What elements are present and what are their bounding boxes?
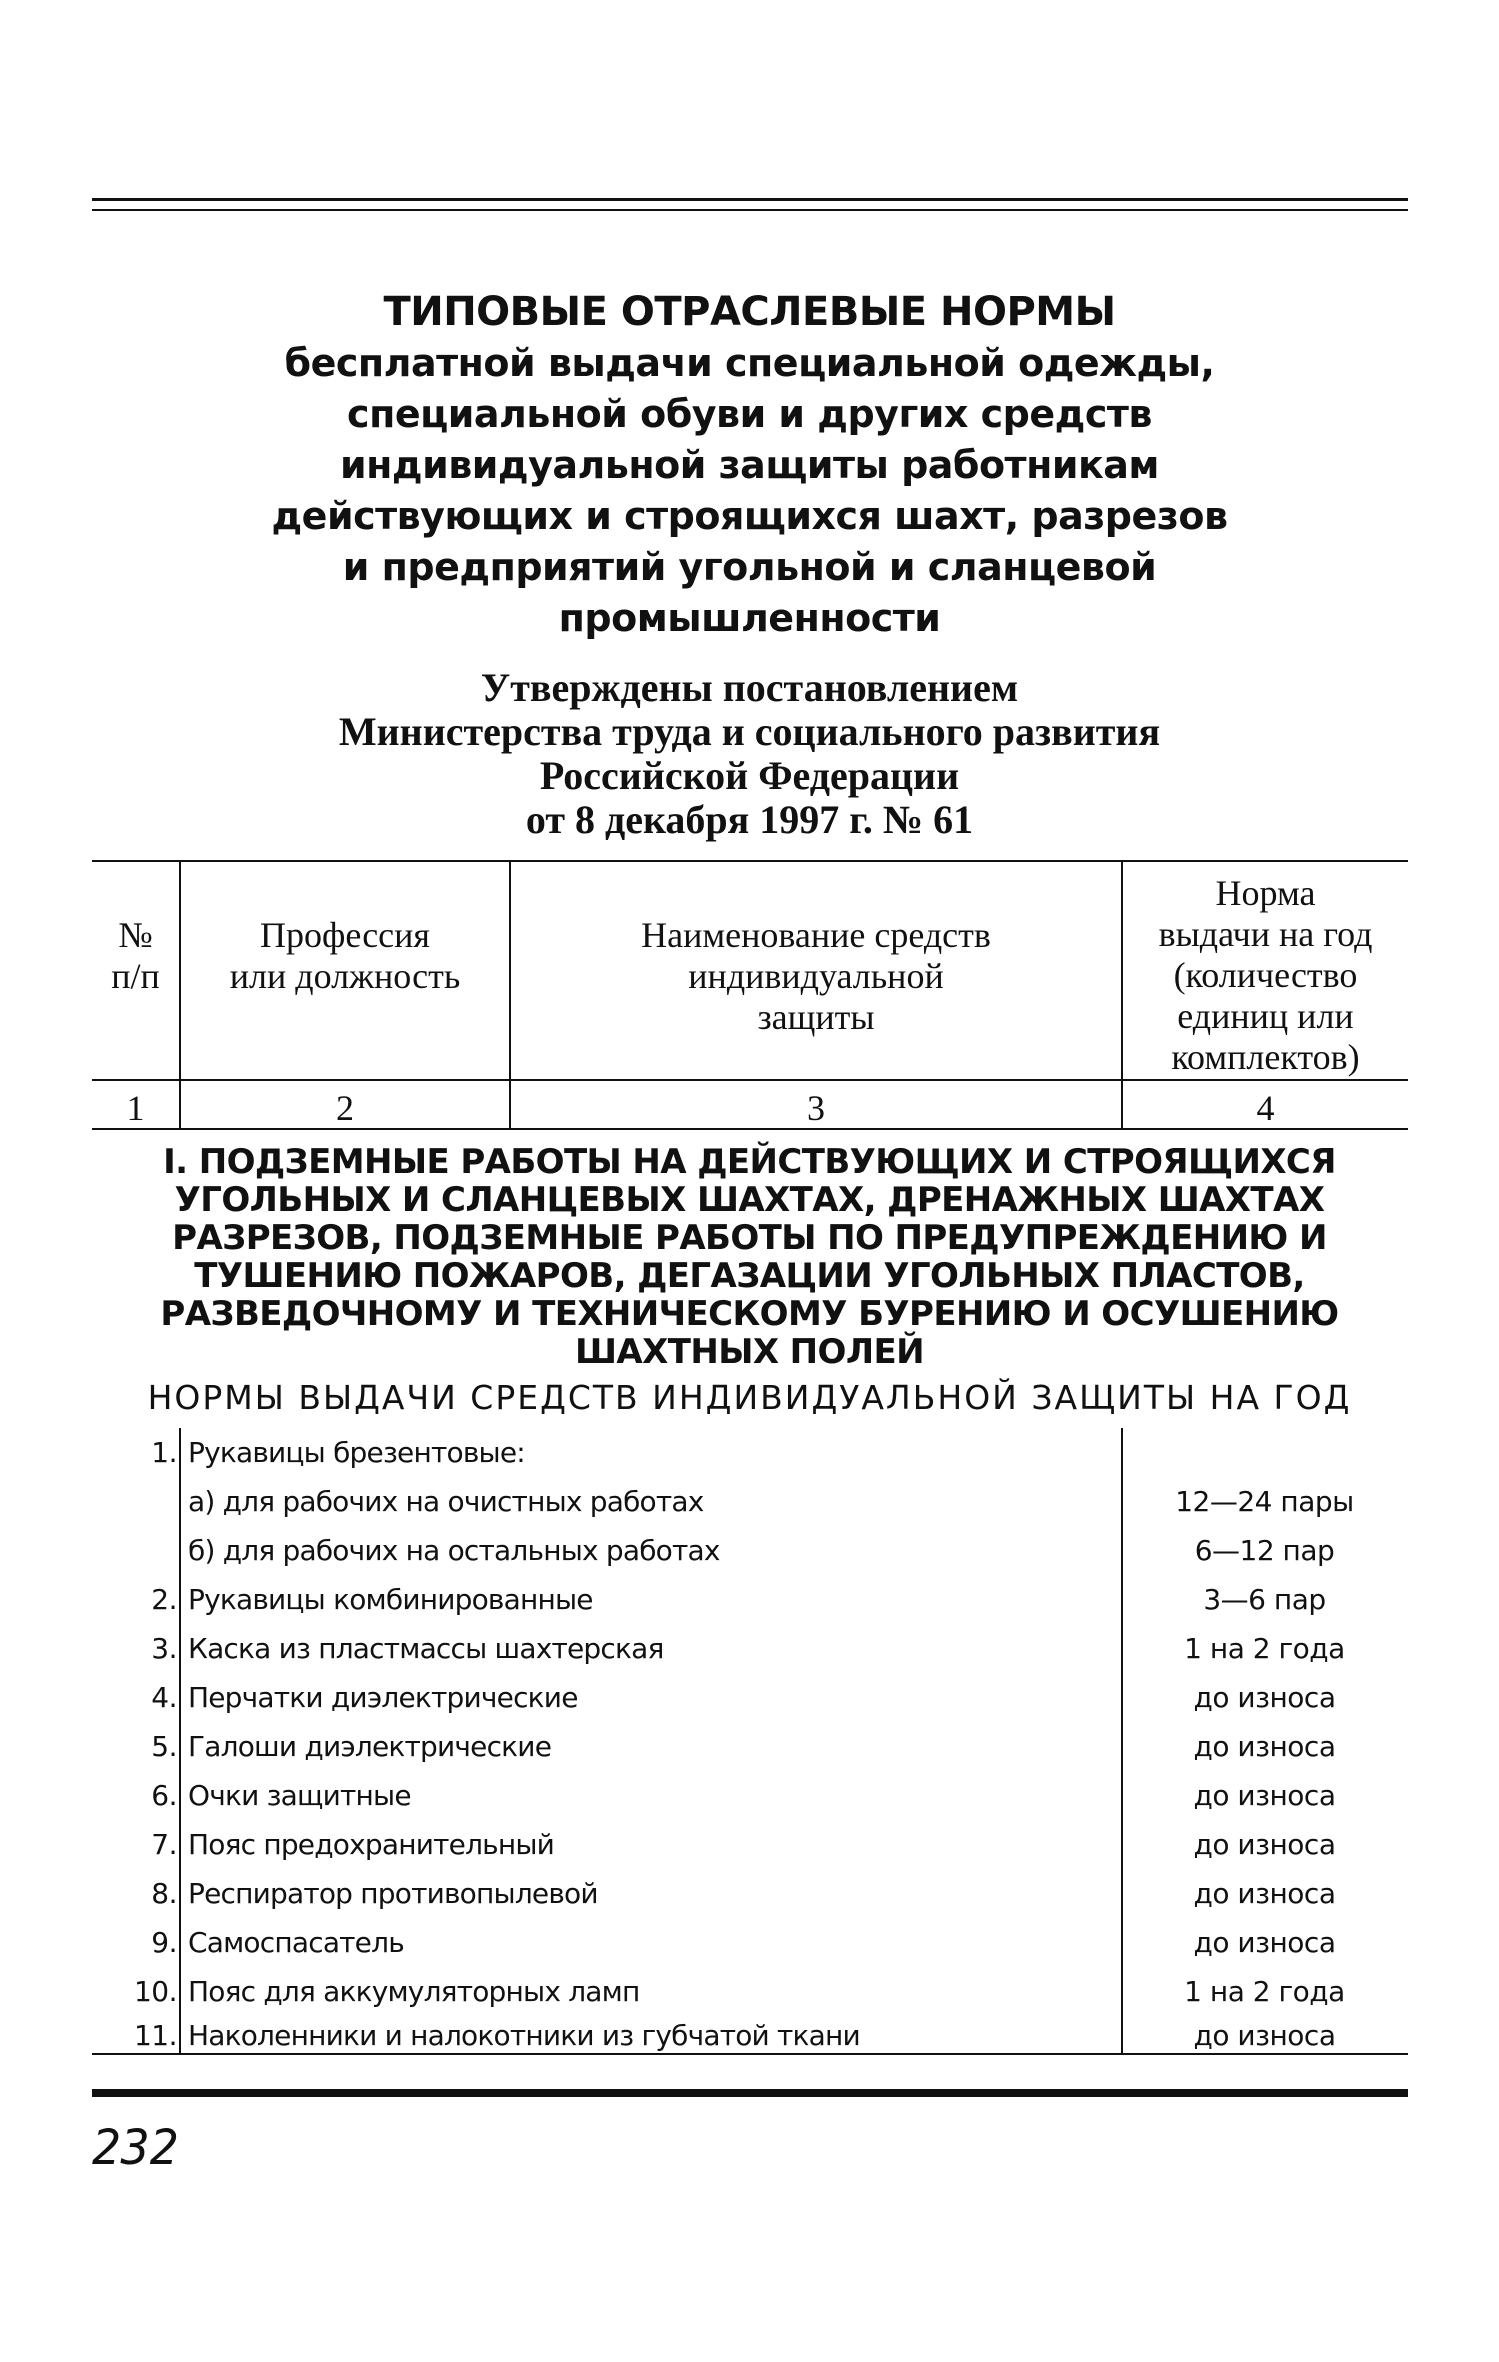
row-value: 6—12 пар <box>1194 1534 1335 1567</box>
row-number: 9. <box>151 1926 177 1959</box>
row-value: 3—6 пар <box>1203 1583 1326 1616</box>
header-col-protection <box>511 915 1121 1038</box>
title-line: действующих и строящихся шахт, разрезов <box>271 494 1228 538</box>
title-line: и предприятий угольной и сланцевой <box>342 545 1157 589</box>
title-line: промышленности <box>558 596 941 640</box>
row-number: 1. <box>151 1436 177 1469</box>
column-number: 3 <box>807 1088 825 1128</box>
section-line: УГОЛЬНЫХ И СЛАНЦЕВЫХ ШАХТАХ, ДРЕНАЖНЫХ ШАХТАХ <box>174 1180 1325 1220</box>
page-number: 232 <box>92 2120 179 2176</box>
title-line: ТИПОВЫЕ ОТРАСЛЕВЫЕ НОРМЫ <box>383 289 1116 335</box>
row-text: Каска из пластмассы шахтерская <box>188 1632 664 1665</box>
section-line: I. ПОДЗЕМНЫЕ РАБОТЫ НА ДЕЙСТВУЮЩИХ И СТРОЯЩИХСЯ <box>163 1142 1336 1182</box>
row-number: 6. <box>151 1779 177 1812</box>
header-text: Профессия <box>260 915 430 955</box>
row-text: Галоши диэлектрические <box>188 1730 552 1763</box>
approval-line: Утверждены постановлением <box>480 665 1019 710</box>
title-line: индивидуальной защиты работникам <box>340 443 1159 487</box>
header-col-profession <box>181 915 509 997</box>
row-number: 3. <box>151 1632 177 1665</box>
row-value: до износа <box>1193 1730 1336 1763</box>
approval-line: Российской Федерации <box>539 753 960 798</box>
header-text: № <box>118 915 153 955</box>
row-number: 5. <box>151 1730 177 1763</box>
row-text: б) для рабочих на остальных работах <box>188 1534 720 1567</box>
section-line: ТУШЕНИЮ ПОЖАРОВ, ДЕГАЗАЦИИ УГОЛЬНЫХ ПЛАСТОВ, <box>194 1256 1305 1296</box>
row-number: 2. <box>151 1583 177 1616</box>
header-text: Наименование средств <box>641 915 991 955</box>
top-rule-1 <box>92 198 1408 201</box>
top-rule-2 <box>92 209 1408 211</box>
row-value: до износа <box>1193 2019 1336 2052</box>
footer-rule <box>92 2089 1408 2097</box>
row-text: Самоспасатель <box>188 1926 404 1959</box>
header-text: Норма <box>1215 873 1316 913</box>
row-value: до износа <box>1193 1681 1336 1714</box>
header-top-rule <box>92 860 1408 862</box>
section-subtitle: НОРМЫ ВЫДАЧИ СРЕДСТВ ИНДИВИДУАЛЬНОЙ ЗАЩИТЫ НА ГОД <box>147 1378 1352 1417</box>
section-line: ШАХТНЫХ ПОЛЕЙ <box>575 1332 924 1372</box>
row-value: 12—24 пары <box>1175 1485 1354 1518</box>
header-text: выдачи на год <box>1158 914 1373 954</box>
header-bottom-rule <box>92 1128 1408 1130</box>
row-number: 7. <box>151 1828 177 1861</box>
row-text: Очки защитные <box>188 1779 411 1812</box>
row-text: Респиратор противопылевой <box>188 1877 598 1910</box>
column-number: 2 <box>336 1088 354 1128</box>
section-line: РАЗВЕДОЧНОМУ И ТЕХНИЧЕСКОМУ БУРЕНИЮ И ОСУШЕНИЮ <box>160 1294 1339 1334</box>
approval-line: Министерства труда и социального развития <box>338 709 1161 754</box>
row-value: до износа <box>1193 1828 1336 1861</box>
header-col-number <box>92 915 179 997</box>
row-text: Пояс предохранительный <box>188 1828 555 1861</box>
row-value: до износа <box>1193 1877 1336 1910</box>
row-value: 1 на 2 года <box>1184 1975 1345 2008</box>
section-line: РАЗРЕЗОВ, ПОДЗЕМНЫЕ РАБОТЫ ПО ПРЕДУПРЕЖДЕНИЮ И <box>172 1218 1327 1258</box>
header-text: или должность <box>229 956 461 996</box>
row-text: Перчатки диэлектрические <box>188 1681 578 1714</box>
header-mid-rule <box>92 1079 1408 1081</box>
title-line: бесплатной выдачи специальной одежды, <box>284 341 1215 385</box>
header-text: (количество <box>1173 955 1358 995</box>
row-text: Рукавицы комбинированные <box>188 1583 593 1616</box>
row-number: 11. <box>133 2019 177 2052</box>
row-number: 4. <box>151 1681 177 1714</box>
header-text: п/п <box>111 956 160 996</box>
row-number: 8. <box>151 1877 177 1910</box>
row-text: Пояс для аккумуляторных ламп <box>188 1975 640 2008</box>
row-value: 1 на 2 года <box>1184 1632 1345 1665</box>
header-text: единиц или <box>1177 996 1354 1036</box>
row-text: Наколенники и налокотники из губчатой ткани <box>188 2019 860 2052</box>
approval-line: от 8 декабря 1997 г. № 61 <box>525 797 974 842</box>
row-number: 10. <box>133 1975 177 2008</box>
row-text: а) для рабочих на очистных работах <box>188 1485 704 1518</box>
column-number: 4 <box>1256 1088 1275 1128</box>
row-text: Рукавицы брезентовые: <box>188 1436 525 1469</box>
header-text: защиты <box>757 997 875 1037</box>
row-value: до износа <box>1193 1926 1336 1959</box>
header-text: комплектов) <box>1171 1037 1360 1077</box>
items-col-divider <box>179 1428 181 2054</box>
title-line: специальной обуви и других средств <box>347 392 1152 436</box>
row-value: до износа <box>1193 1779 1336 1812</box>
header-text: индивидуальной <box>688 956 944 996</box>
header-col-norm <box>1123 873 1408 1078</box>
column-number: 1 <box>126 1088 145 1128</box>
